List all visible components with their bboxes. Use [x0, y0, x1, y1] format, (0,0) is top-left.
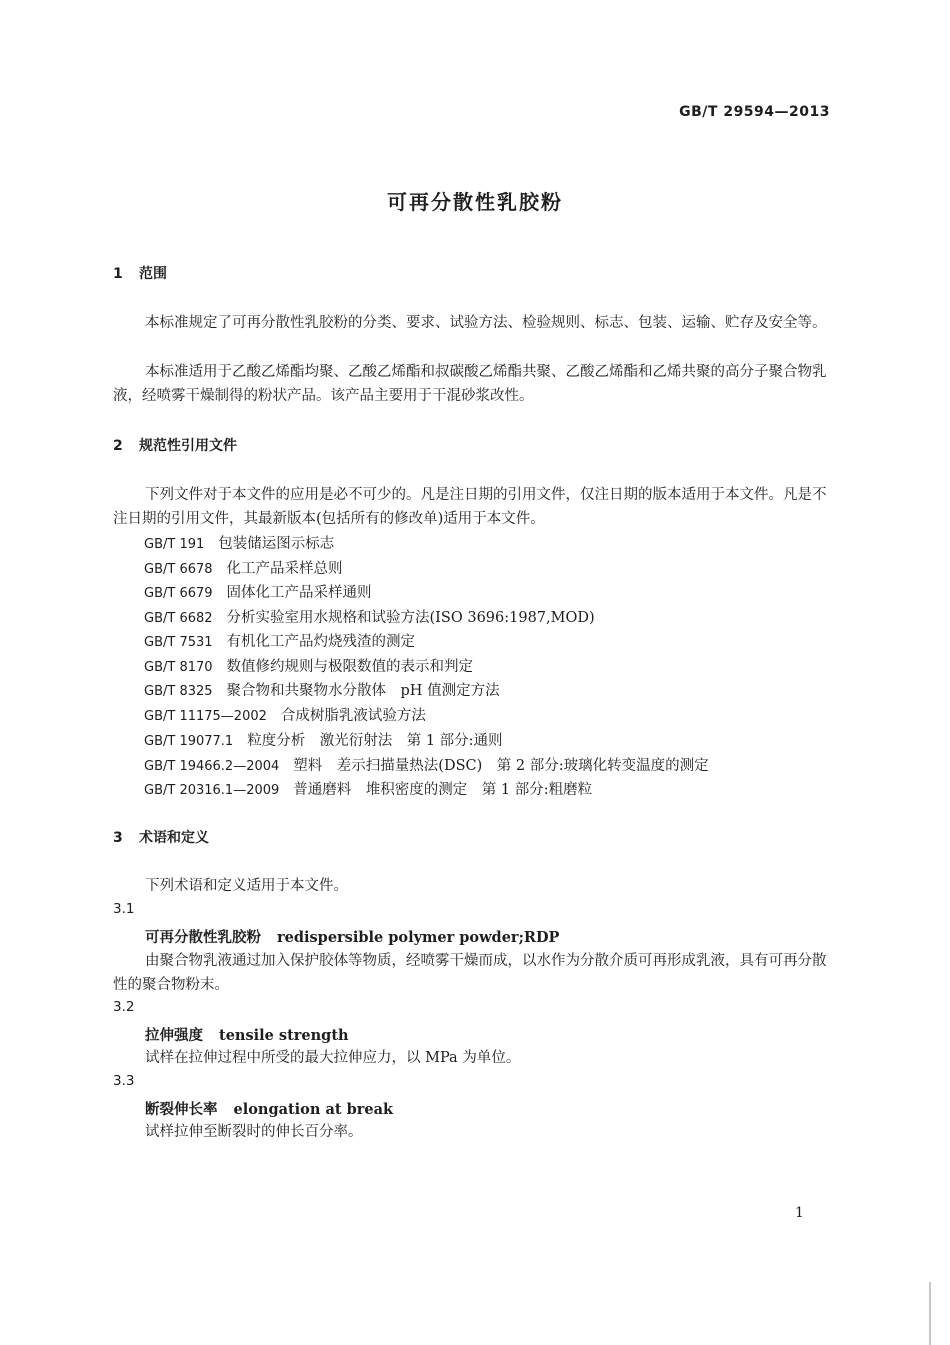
reference-title: 有机化工产品灼烧残渣的测定 [226, 634, 416, 650]
reference-item [144, 704, 426, 725]
term-english: elongation at break [233, 1101, 394, 1118]
section-number: 3 [113, 830, 123, 846]
reference-code: GB/T 19466.2—2004 [144, 759, 280, 774]
reference-item [144, 532, 334, 553]
reference-item [144, 729, 503, 750]
reference-title: 化工产品采样总则 [226, 561, 343, 577]
reference-item [144, 606, 595, 627]
reference-code: GB/T 19077.1 [144, 734, 234, 749]
term-heading [145, 1024, 349, 1045]
section-title: 术语和定义 [139, 830, 209, 846]
section-3-intro: 下列术语和定义适用于本文件。 [145, 878, 348, 894]
term-number: 3.3 [113, 1073, 135, 1089]
section-title: 规范性引用文件 [139, 438, 237, 454]
reference-item [144, 655, 473, 676]
reference-code: GB/T 6678 [144, 562, 213, 577]
reference-code: GB/T 6679 [144, 586, 213, 601]
page-number: 1 [795, 1205, 804, 1221]
reference-item [144, 754, 709, 775]
term-definition: 试样拉伸至断裂时的伸长百分率。 [145, 1124, 363, 1140]
reference-code: GB/T 6682 [144, 611, 213, 626]
reference-item [144, 581, 372, 602]
reference-code: GB/T 11175—2002 [144, 709, 267, 724]
term-number: 3.1 [113, 901, 135, 917]
section-number: 2 [113, 438, 123, 454]
section-2-heading [113, 435, 237, 455]
reference-title: 粒度分析 激光衍射法 第 1 部分:通则 [247, 733, 503, 749]
reference-title: 数值修约规则与极限数值的表示和判定 [226, 659, 474, 675]
reference-title: 聚合物和共聚物水分散体 pH 值测定方法 [226, 683, 500, 699]
reference-title: 包装储运图示标志 [218, 536, 335, 552]
reference-item [144, 630, 415, 651]
reference-code: GB/T 7531 [144, 635, 213, 650]
term-chinese: 可再分散性乳胶粉 [145, 930, 261, 946]
reference-title: 合成树脂乳液试验方法 [280, 708, 426, 724]
scan-edge-line [929, 1282, 931, 1345]
reference-title: 固体化工产品采样通则 [226, 585, 372, 601]
section-number: 1 [113, 266, 123, 282]
term-english: redispersible polymer powder;RDP [277, 929, 560, 946]
section-1-heading [113, 263, 167, 283]
reference-title: 分析实验室用水规格和试验方法(ISO 3696:1987,MOD) [226, 610, 595, 626]
section-3-heading [113, 827, 209, 847]
reference-code: GB/T 8325 [144, 684, 213, 699]
section-title: 范围 [139, 266, 167, 282]
reference-item [144, 557, 343, 578]
term-definition: 由聚合物乳液通过加入保护胶体等物质，经喷雾干燥而成，以水作为分散介质可再形成乳液，具有可再分散性的聚合物粉末。 [113, 953, 827, 993]
reference-code: GB/T 20316.1—2009 [144, 783, 280, 798]
reference-item [144, 679, 500, 700]
term-number: 3.2 [113, 999, 135, 1015]
term-definition: 试样在拉伸过程中所受的最大拉伸应力，以 MPa 为单位。 [145, 1050, 521, 1066]
section-1-paragraph-1: 本标准规定了可再分散性乳胶粉的分类、要求、试验方法、检验规则、标志、包装、运输、贮存及安全等。 [145, 315, 827, 331]
section-2-intro: 下列文件对于本文件的应用是必不可少的。凡是注日期的引用文件，仅注日期的版本适用于本文件。凡是不注日期的引用文件，其最新版本(包括所有的修改单)适用于本文件。 [113, 487, 827, 527]
reference-code: GB/T 8170 [144, 660, 213, 675]
term-english: tensile strength [219, 1027, 349, 1044]
term-heading [145, 1098, 393, 1119]
reference-code: GB/T 191 [144, 537, 205, 552]
reference-title: 塑料 差示扫描量热法(DSC) 第 2 部分:玻璃化转变温度的测定 [293, 758, 709, 774]
term-heading [145, 926, 559, 947]
term-chinese: 拉伸强度 [145, 1028, 203, 1044]
standard-code: GB/T 29594—2013 [679, 104, 830, 120]
term-chinese: 断裂伸长率 [145, 1102, 218, 1118]
reference-item [144, 778, 592, 799]
section-1-paragraph-2: 本标准适用于乙酸乙烯酯均聚、乙酸乙烯酯和叔碳酸乙烯酯共聚、乙酸乙烯酯和乙烯共聚的高分子聚合物乳液，经喷雾干燥制得的粉状产品。该产品主要用于干混砂浆改性。 [113, 364, 827, 404]
document-title: 可再分散性乳胶粉 [387, 190, 563, 214]
reference-title: 普通磨料 堆积密度的测定 第 1 部分:粗磨粒 [293, 782, 593, 798]
